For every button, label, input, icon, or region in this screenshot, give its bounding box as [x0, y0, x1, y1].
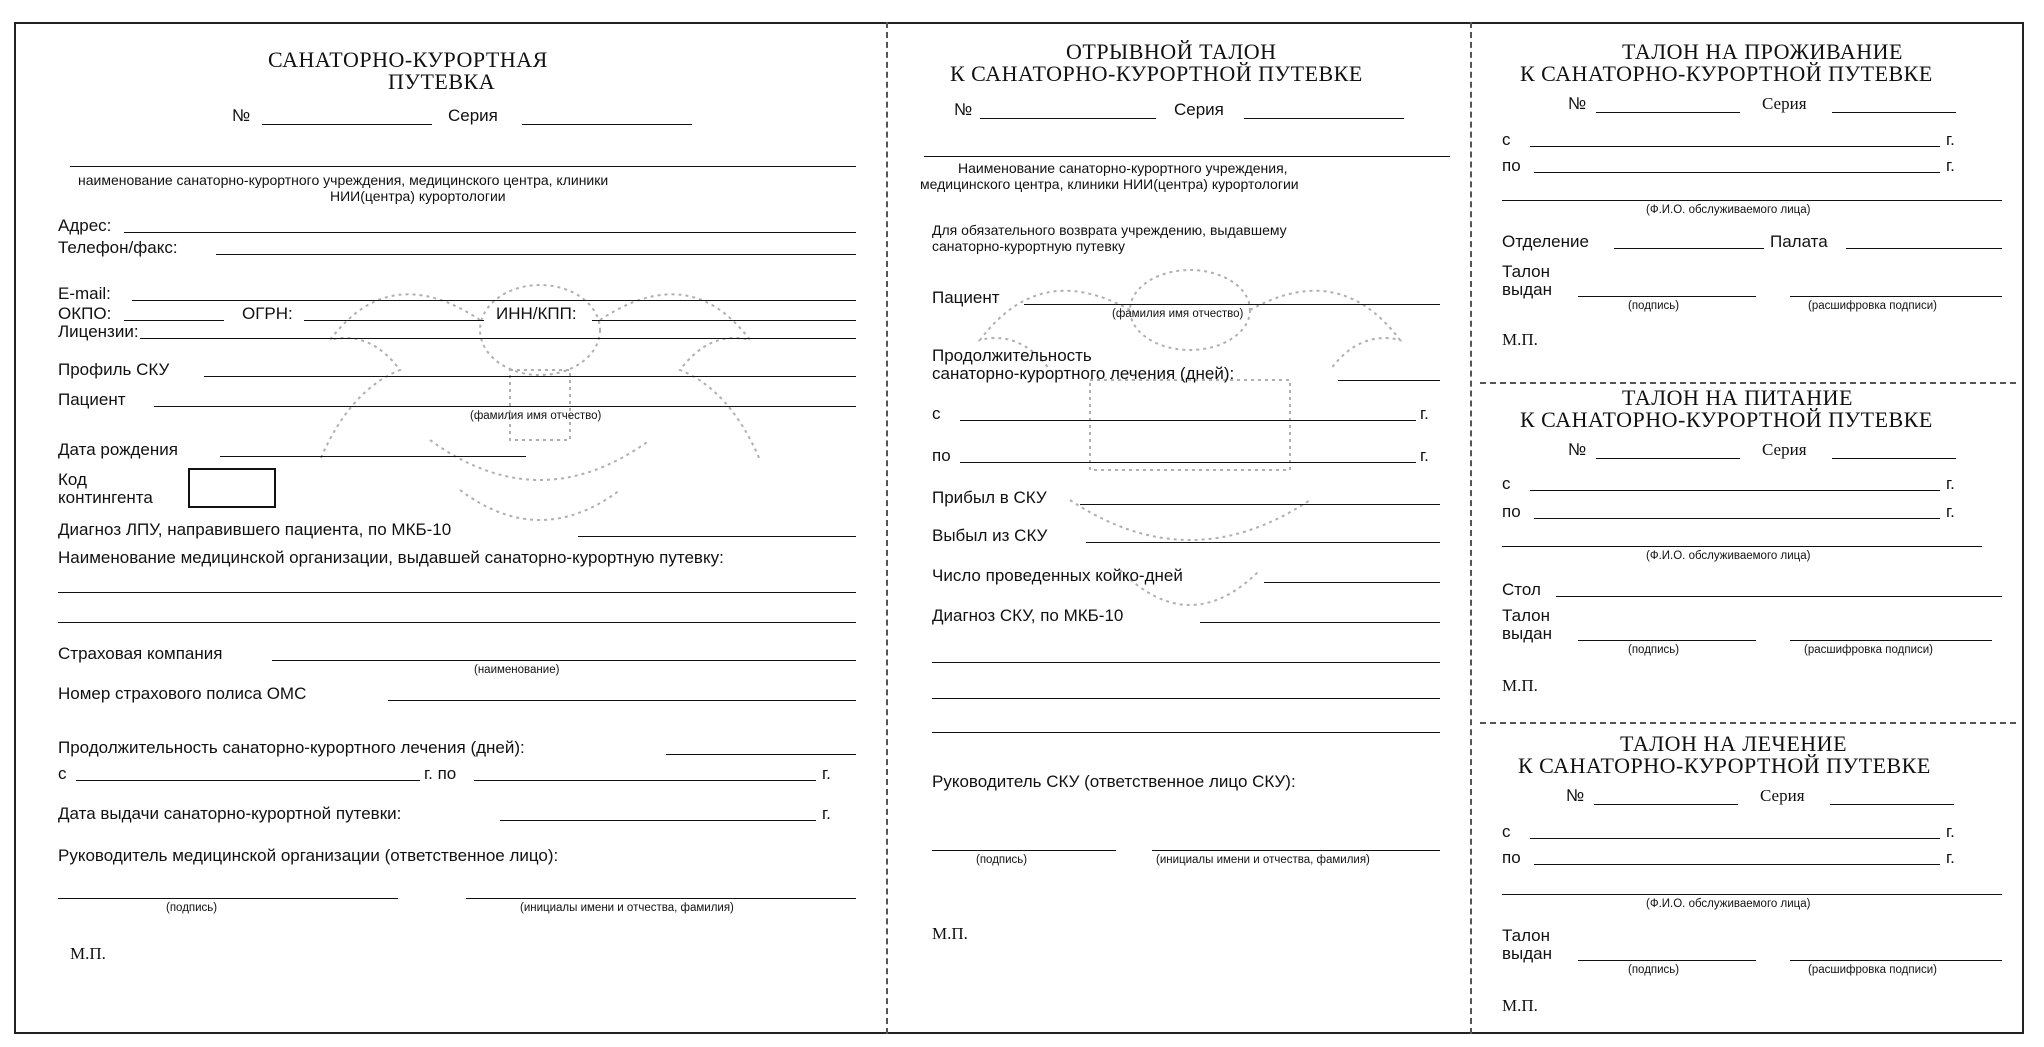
stub-to-year-label: г.	[1420, 446, 1429, 465]
voucher-diagnosis-field[interactable]	[578, 536, 856, 537]
coupon-treatment-stamp: М.П.	[1502, 996, 1538, 1015]
voucher-institution-caption-1: наименование санаторно-курортного учреждения, медицинского центра, клиники	[78, 172, 609, 188]
coupon-accommodation-series-label: Серия	[1762, 94, 1807, 113]
coupon-divider-1	[1480, 382, 2016, 384]
coupon-meals-title-line2: К САНАТОРНО-КУРОРТНОЙ ПУТЕВКЕ	[1520, 407, 1933, 432]
coupon-accommodation-to-label: по	[1502, 156, 1521, 175]
voucher-issue-year-label: г.	[822, 804, 831, 823]
stub-head-initials-field[interactable]	[1152, 850, 1440, 851]
coupon-accommodation-decode-caption: (расшифровка подписи)	[1808, 300, 1937, 312]
coupon-accommodation-title-line2: К САНАТОРНО-КУРОРТНОЙ ПУТЕВКЕ	[1520, 61, 1933, 86]
voucher-sign-caption: (подпись)	[166, 902, 218, 914]
stub-institution-caption-1: Наименование санаторно-курортного учреждения,	[958, 160, 1288, 176]
coupon-accommodation-title-line1: ТАЛОН НА ПРОЖИВАНИЕ	[1622, 39, 1903, 64]
coupon-accommodation-number-field[interactable]	[1596, 112, 1740, 113]
coupon-treatment-decode-caption: (расшифровка подписи)	[1808, 964, 1937, 976]
voucher-license-field[interactable]	[140, 338, 856, 339]
stub-number-label: №	[954, 100, 973, 119]
coupon-treatment-to-field[interactable]	[1534, 864, 1940, 865]
stub-arrived-label: Прибыл в СКУ	[932, 488, 1047, 507]
coupon-accommodation-department-label: Отделение	[1502, 232, 1589, 251]
coupon-accommodation-ward-label: Палата	[1770, 232, 1828, 251]
coupon-accommodation-issued-1: Талон	[1502, 262, 1551, 281]
voucher-profile-field[interactable]	[204, 376, 856, 377]
coupon-treatment-decode-field[interactable]	[1790, 960, 2002, 961]
stub-diagnosis-field-2[interactable]	[932, 662, 1440, 663]
coupon-accommodation-stamp: М.П.	[1502, 330, 1538, 349]
coupon-meals-to-year: г.	[1946, 502, 1955, 521]
coupon-meals-decode-field[interactable]	[1790, 640, 1992, 641]
voucher-address-field[interactable]	[124, 232, 856, 233]
column-divider-2	[1470, 22, 1472, 1034]
coupon-meals-to-label: по	[1502, 502, 1521, 521]
voucher-series-label: Серия	[448, 106, 498, 125]
coupon-accommodation-sign-caption: (подпись)	[1628, 300, 1680, 312]
stub-to-date-field[interactable]	[960, 462, 1416, 463]
coupon-treatment-sign-caption: (подпись)	[1628, 964, 1680, 976]
coupon-treatment-person-caption: (Ф.И.О. обслуживаемого лица)	[1646, 898, 1811, 910]
voucher-issue-date-label: Дата выдачи санаторно-курортной путевки:	[58, 804, 402, 823]
coupon-accommodation-to-field[interactable]	[1534, 172, 1940, 173]
voucher-year-label: г.	[822, 764, 831, 783]
coupon-accommodation-from-label: с	[1502, 130, 1511, 149]
stub-sign-caption: (подпись)	[976, 854, 1028, 866]
coupon-treatment-from-label: с	[1502, 822, 1511, 841]
voucher-contingent-code-box[interactable]	[188, 468, 276, 508]
stub-head-signature-field[interactable]	[932, 850, 1116, 851]
stub-patient-field[interactable]	[1024, 304, 1440, 305]
stub-from-year-label: г.	[1420, 404, 1429, 423]
stub-series-field[interactable]	[1244, 118, 1404, 119]
stub-duration-label-1: Продолжительность	[932, 346, 1092, 365]
voucher-head-signature-field[interactable]	[58, 898, 398, 899]
voucher-license-label: Лицензии:	[58, 322, 139, 341]
voucher-institution-caption-2: НИИ(центра) курортологии	[330, 188, 506, 204]
coupon-meals-series-field[interactable]	[1832, 458, 1956, 459]
coupon-treatment-number-field[interactable]	[1594, 804, 1738, 805]
coupon-treatment-person-field[interactable]	[1502, 894, 2002, 895]
coupon-meals-person-caption: (Ф.И.О. обслуживаемого лица)	[1646, 550, 1811, 562]
stub-stamp-label: М.П.	[932, 924, 968, 943]
voucher-birth-date-label: Дата рождения	[58, 440, 178, 459]
stub-patient-label: Пациент	[932, 288, 1000, 307]
voucher-duration-field[interactable]	[666, 754, 856, 755]
coupon-treatment-series-label: Серия	[1760, 786, 1805, 805]
stub-to-label: по	[932, 446, 951, 465]
voucher-ogrn-label: ОГРН:	[242, 304, 293, 323]
stub-series-label: Серия	[1174, 100, 1224, 119]
voucher-birth-date-field[interactable]	[220, 456, 526, 457]
voucher-okpo-label: ОКПО:	[58, 304, 112, 323]
stub-arrived-field[interactable]	[1080, 504, 1440, 505]
voucher-title-line2: ПУТЕВКА	[388, 69, 496, 94]
coupon-accommodation-issued-2: выдан	[1502, 280, 1553, 299]
stub-diagnosis-label: Диагноз СКУ, по МКБ-10	[932, 606, 1124, 625]
voucher-from-date-field[interactable]	[76, 780, 420, 781]
coupon-meals-issued-2: выдан	[1502, 624, 1553, 643]
coupon-treatment-title-line1: ТАЛОН НА ЛЕЧЕНИЕ	[1620, 731, 1848, 756]
stub-diagnosis-field[interactable]	[1200, 622, 1440, 623]
stub-institution-field[interactable]	[924, 156, 1450, 157]
coupon-treatment-to-year: г.	[1946, 848, 1955, 867]
voucher-okpo-field[interactable]	[124, 320, 224, 321]
coupon-accommodation-from-year: г.	[1946, 130, 1955, 149]
voucher-phone-field[interactable]	[216, 254, 856, 255]
voucher-from-label: с	[58, 764, 67, 783]
coupon-treatment-from-field[interactable]	[1530, 838, 1940, 839]
column-divider-1	[886, 22, 888, 1034]
voucher-patient-caption: (фамилия имя отчество)	[470, 410, 602, 422]
stub-title-line2: К САНАТОРНО-КУРОРТНОЙ ПУТЕВКЕ	[950, 61, 1363, 86]
voucher-title-line1: САНАТОРНО-КУРОРТНАЯ	[268, 47, 548, 72]
voucher-insurance-field[interactable]	[272, 660, 856, 661]
stub-head-label: Руководитель СКУ (ответственное лицо СКУ):	[932, 772, 1296, 791]
coupon-treatment-issued-1: Талон	[1502, 926, 1551, 945]
voucher-patient-field[interactable]	[154, 406, 856, 407]
stub-departed-label: Выбыл из СКУ	[932, 526, 1048, 545]
voucher-contingent-label-1: Код	[58, 470, 87, 489]
stub-title-line1: ОТРЫВНОЙ ТАЛОН	[1066, 39, 1277, 64]
coupon-divider-2	[1480, 722, 2016, 724]
stub-return-note-2: санаторно-курортную путевку	[932, 238, 1126, 254]
voucher-diagnosis-label: Диагноз ЛПУ, направившего пациента, по МКБ-10	[58, 520, 452, 539]
coupon-meals-sign-caption: (подпись)	[1628, 644, 1680, 656]
coupon-treatment-to-label: по	[1502, 848, 1521, 867]
stub-from-label: с	[932, 404, 941, 423]
voucher-profile-label: Профиль СКУ	[58, 360, 170, 379]
coupon-meals-number-label: №	[1568, 440, 1587, 459]
voucher-insurance-label: Страховая компания	[58, 644, 223, 663]
voucher-year-to-label: г. по	[424, 764, 457, 783]
voucher-patient-label: Пациент	[58, 390, 126, 409]
coupon-accommodation-person-field[interactable]	[1502, 200, 2002, 201]
coupon-treatment-from-year: г.	[1946, 822, 1955, 841]
coupon-meals-stamp: М.П.	[1502, 676, 1538, 695]
coupon-meals-number-field[interactable]	[1596, 458, 1740, 459]
voucher-series-field[interactable]	[522, 124, 692, 125]
stub-return-note-1: Для обязательного возврата учреждению, выдавшему	[932, 222, 1287, 238]
coupon-treatment-signature-field[interactable]	[1578, 960, 1756, 961]
coupon-meals-title-line1: ТАЛОН НА ПИТАНИЕ	[1622, 385, 1853, 410]
voucher-inn-kpp-field[interactable]	[592, 320, 856, 321]
voucher-number-field[interactable]	[262, 124, 432, 125]
coupon-accommodation-from-field[interactable]	[1530, 146, 1940, 147]
stub-diagnosis-field-4[interactable]	[932, 732, 1440, 733]
coupon-accommodation-decode-field[interactable]	[1790, 296, 2002, 297]
voucher-institution-field[interactable]	[70, 166, 856, 167]
coupon-treatment-number-label: №	[1566, 786, 1585, 805]
coupon-meals-from-year: г.	[1946, 474, 1955, 493]
coupon-treatment-title-line2: К САНАТОРНО-КУРОРТНОЙ ПУТЕВКЕ	[1518, 753, 1931, 778]
coupon-meals-from-label: с	[1502, 474, 1511, 493]
stub-duration-field[interactable]	[1338, 380, 1440, 381]
voucher-phone-label: Телефон/факс:	[58, 238, 178, 257]
coupon-meals-signature-field[interactable]	[1578, 640, 1756, 641]
coupon-accommodation-person-caption: (Ф.И.О. обслуживаемого лица)	[1646, 204, 1811, 216]
coupon-treatment-series-field[interactable]	[1830, 804, 1954, 805]
coupon-accommodation-signature-field[interactable]	[1578, 296, 1756, 297]
voucher-issue-date-field[interactable]	[500, 820, 816, 821]
coupon-accommodation-series-field[interactable]	[1832, 112, 1956, 113]
stub-duration-label-2: санаторно-курортного лечения (дней):	[932, 364, 1235, 383]
coupon-meals-decode-caption: (расшифровка подписи)	[1804, 644, 1933, 656]
voucher-initials-caption: (инициалы имени и отчества, фамилия)	[520, 902, 734, 914]
voucher-issuing-org-label: Наименование медицинской организации, выдавшей санаторно-курортную путевку:	[58, 548, 724, 567]
voucher-ogrn-field[interactable]	[304, 320, 484, 321]
coupon-meals-person-field[interactable]	[1502, 546, 1982, 547]
coupon-accommodation-department-field[interactable]	[1614, 248, 1764, 249]
voucher-address-label: Адрес:	[58, 216, 112, 235]
voucher-duration-label: Продолжительность санаторно-курортного лечения (дней):	[58, 738, 525, 757]
coupon-accommodation-to-year: г.	[1946, 156, 1955, 175]
voucher-oms-field[interactable]	[388, 700, 856, 701]
voucher-oms-label: Номер страхового полиса ОМС	[58, 684, 307, 703]
stub-number-field[interactable]	[980, 118, 1156, 119]
stub-institution-caption-2: медицинского центра, клиники НИИ(центра) курортологии	[920, 176, 1299, 192]
stub-diagnosis-field-3[interactable]	[932, 698, 1440, 699]
coupon-meals-from-field[interactable]	[1530, 490, 1940, 491]
voucher-insurance-caption: (наименование)	[474, 664, 560, 676]
stub-bed-days-label: Число проведенных койко-дней	[932, 566, 1183, 585]
coupon-treatment-issued-2: выдан	[1502, 944, 1553, 963]
voucher-to-date-field[interactable]	[474, 780, 816, 781]
voucher-issuing-org-field-1[interactable]	[58, 592, 856, 593]
stub-patient-caption: (фамилия имя отчество)	[1112, 308, 1244, 320]
stub-initials-caption: (инициалы имени и отчества, фамилия)	[1156, 854, 1370, 866]
stub-bed-days-field[interactable]	[1264, 582, 1440, 583]
coupon-meals-table-field[interactable]	[1556, 596, 2002, 597]
coupon-meals-series-label: Серия	[1762, 440, 1807, 459]
coupon-meals-table-label: Стол	[1502, 580, 1541, 599]
voucher-email-label: E-mail:	[58, 284, 111, 303]
voucher-head-label: Руководитель медицинской организации (ответственное лицо):	[58, 846, 559, 865]
voucher-number-label: №	[232, 106, 251, 125]
coupon-accommodation-ward-field[interactable]	[1846, 248, 2002, 249]
coupon-meals-issued-1: Талон	[1502, 606, 1551, 625]
voucher-inn-kpp-label: ИНН/КПП:	[496, 304, 577, 323]
voucher-contingent-label-2: контингента	[58, 488, 153, 507]
voucher-issuing-org-field-2[interactable]	[58, 622, 856, 623]
stub-departed-field[interactable]	[1086, 542, 1440, 543]
voucher-stamp-label: М.П.	[70, 944, 106, 963]
voucher-head-initials-field[interactable]	[466, 898, 856, 899]
coupon-meals-to-field[interactable]	[1534, 518, 1940, 519]
voucher-email-field[interactable]	[132, 300, 856, 301]
coupon-accommodation-number-label: №	[1568, 94, 1587, 113]
stub-from-date-field[interactable]	[960, 420, 1416, 421]
